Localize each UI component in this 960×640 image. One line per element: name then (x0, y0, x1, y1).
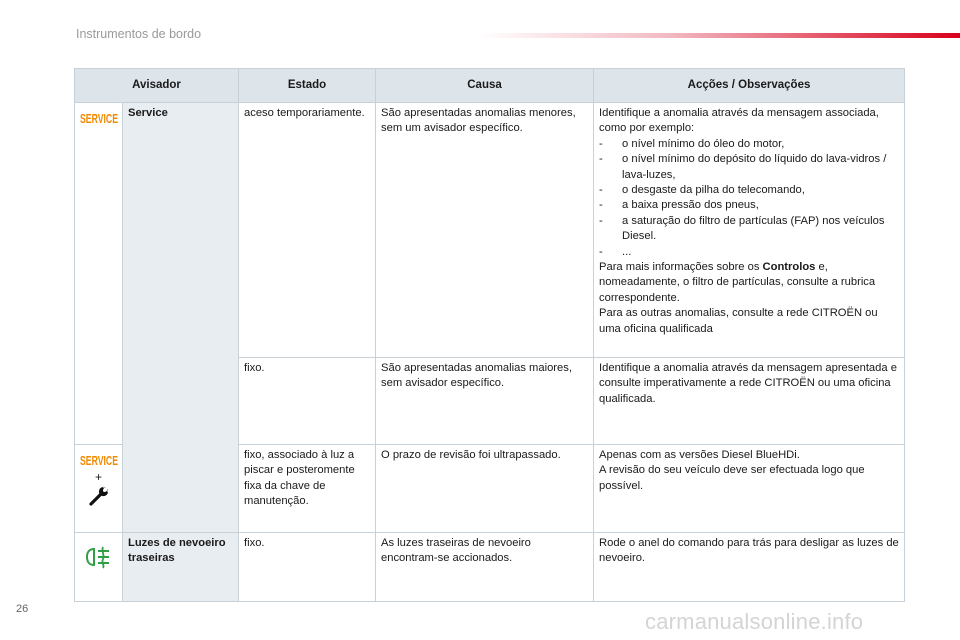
service-icon-label: SERVICE (79, 453, 118, 468)
fog-estado: fixo. (239, 533, 376, 602)
service-icon-label: SERVICE (79, 111, 118, 126)
header-accent-rule (480, 33, 960, 38)
service-wrench-icon-cell (75, 445, 123, 533)
fog-accoes: Rode o anel do comando para trás para desligar as luzes de nevoeiro. (594, 533, 905, 602)
list-item: - a baixa pressão dos pneus, (599, 198, 899, 213)
service-accoes-3 (594, 445, 905, 533)
list-item: - o nível mínimo do óleo do motor, (599, 137, 899, 152)
accoes-list (599, 137, 899, 260)
service-causa-1: São apresentadas anomalias menores, sem um avisador específico. (376, 103, 594, 358)
page-number: 26 (16, 603, 29, 615)
header-avisador: Avisador (75, 69, 239, 103)
header-causa: Causa (376, 69, 594, 103)
service-estado-1: aceso temporariamente. (239, 103, 376, 358)
section-title: Instrumentos de bordo (76, 27, 202, 41)
header-estado: Estado (239, 69, 376, 103)
accoes-line: A revisão do seu veículo deve ser efectuada logo que possível. (599, 464, 865, 492)
wrench-icon (88, 485, 110, 507)
service-accoes-2: Identifique a anomalia através da mensagem apresentada e consulte imperativamente a rede CITROËN ou uma oficina qualificada. (594, 358, 905, 445)
fog-icon-cell (75, 533, 123, 602)
service-warning-icon (79, 111, 119, 125)
header-accoes: Acções / Observações (594, 69, 905, 103)
list-item: - o nível mínimo do depósito do líquido do lava-vidros / lava-luzes, (599, 152, 899, 183)
service-name: Service (123, 103, 239, 533)
service-icon-cell (75, 103, 123, 445)
rear-fog-light-icon (84, 545, 114, 569)
service-causa-2: São apresentadas anomalias maiores, sem avisador específico. (376, 358, 594, 445)
table-row (75, 533, 905, 602)
service-causa-3: O prazo de revisão foi ultrapassado. (376, 445, 594, 533)
accoes-intro: Identifique a anomalia através da mensagem associada, como por exemplo: (599, 107, 879, 135)
accoes-more-before: Para mais informações sobre os (599, 261, 763, 274)
fog-name: Luzes de nevoeiro traseiras (123, 533, 239, 602)
controlos-reference: Controlos (762, 261, 816, 274)
accoes-more-info (599, 260, 899, 306)
fog-causa: As luzes traseiras de nevoeiro encontram-se accionados. (376, 533, 594, 602)
table-row (75, 103, 905, 358)
accoes-line: Apenas com as versões Diesel BlueHDi. (599, 449, 800, 461)
list-item: - ... (599, 245, 899, 260)
service-estado-3: fixo, associado à luz a piscar e posteromente fixa da chave de manutenção. (239, 445, 376, 533)
accoes-other: Para as outras anomalias, consulte a rede CITROËN ou uma oficina qualificada (599, 307, 878, 335)
service-warning-icon (79, 453, 119, 467)
service-accoes-1 (594, 103, 905, 358)
table-header-row (75, 69, 905, 103)
service-estado-2: fixo. (239, 358, 376, 445)
warning-lights-table (74, 68, 905, 602)
plus-sign: + (94, 470, 102, 484)
list-item: - a saturação do filtro de partículas (FAP) nos veículos Diesel. (599, 214, 899, 245)
watermark: carmanualsonline.info (645, 609, 864, 634)
accoes-more-after: e, nomeadamente, o filtro de partículas, consulte a rubrica correspondente. (599, 261, 876, 304)
list-item: - o desgaste da pilha do telecomando, (599, 183, 899, 198)
